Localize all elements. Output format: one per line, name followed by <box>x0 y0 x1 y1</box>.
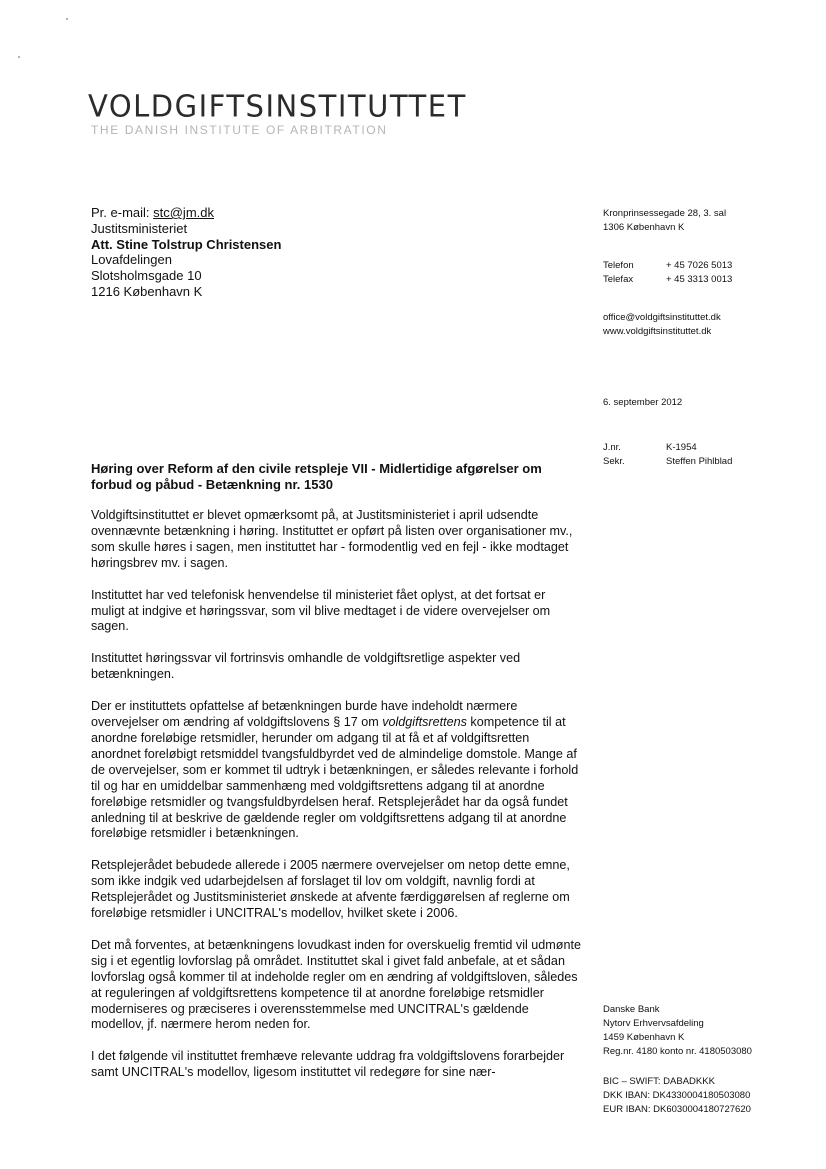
recipient-org: Justitsministeriet <box>91 220 188 236</box>
paragraph-6: Det må forventes, at betænkningens lovudkast inden for overskuelig fremtid vil udmønte sig i et egentlig lovforslag på området. Instituttet skal i givet fald anbefale, at et sådan lovforslag også kommer til at indeholde regler om en ændring af voldgiftsloven, således at reguleringen af voldgiftsrettens kompetence til at anordne foreløbige retsmidler moderniseres og præciseres i overensstemmelse med UNCITRAL's gældende modellov, jf. nærmere herom neden for. <box>91 937 582 1032</box>
sender-address <box>603 207 726 235</box>
paragraph-5: Retsplejerådet bebudede allerede i 2005 nærmere overvejelser om netop dette emne, som ikke indgik ved udarbejdelsen af forslaget til lov om voldgift, navnlig fordi at Retsplejerådet og Justitsministeriet ønskede at afvente færdiggørelsen af reglerne om foreløbige retsmidler i UNCITRAL's modellov, hvilket skete i 2006. <box>91 858 570 921</box>
letter-body <box>91 508 581 1097</box>
bank-iban-block <box>603 1075 751 1117</box>
recipient-address <box>91 205 281 300</box>
sekr-label: Sekr. <box>603 456 625 467</box>
sender-city: 1306 København K <box>603 222 685 233</box>
letter-date: 6. september 2012 <box>603 397 683 408</box>
recipient-email-link[interactable]: stc@jm.dk <box>153 205 214 220</box>
bank-eur-iban: EUR IBAN: DK6030004180727620 <box>603 1104 751 1115</box>
bank-dkk-iban: DKK IBAN: DK4330004180503080 <box>603 1090 751 1101</box>
bank-account: Reg.nr. 4180 konto nr. 4180503080 <box>603 1046 752 1057</box>
paragraph-4 <box>91 699 581 842</box>
paragraph-4-italic: voldgiftsrettens <box>382 715 467 730</box>
bank-bic: BIC – SWIFT: DABADKKK <box>603 1076 715 1087</box>
fax-row <box>603 273 732 287</box>
phone-row <box>603 259 732 273</box>
letterhead-title: VOLDGIFTSINSTITUTTET <box>88 88 467 124</box>
sender-email-link[interactable]: office@voldgiftsinstituttet.dk <box>603 312 721 323</box>
letter-subject: Høring over Reform af den civile retspleje VII - Midlertidige afgørelser om forbud og påbud - Betænkning nr. 1530 <box>91 461 542 492</box>
paragraph-1: Voldgiftsinstituttet er blevet opmærksomt på, at Justitsministeriet i april udsendte ovennævnte betænkning i høring. Instituttet er opført på listen over organisationer mv., som skulle høres i sagen, men instituttet har - formodentlig ved en fejl - ikke modtaget høringsbrev mv. i sagen. <box>91 508 573 570</box>
sender-online <box>603 311 721 339</box>
phone-label: Telefon <box>603 260 634 271</box>
email-prefix: Pr. e-mail: <box>91 205 154 220</box>
bank-city: 1459 København K <box>603 1032 685 1043</box>
paragraph-7: I det følgende vil instituttet fremhæve relevante uddrag fra voldgiftslovens forarbejder samt UNCITRAL's modellov, ligesom instituttet vil redegøre for sine nær- <box>91 1049 565 1080</box>
scan-speck <box>18 56 20 58</box>
recipient-city: 1216 København K <box>91 283 203 299</box>
sekr-row <box>603 455 732 469</box>
paragraph-2: Instituttet har ved telefonisk henvendelse til ministeriet fået oplyst, at det fortsat er muligt at indgive et høringssvar, som vil blive medtaget i de videre overvejelser om sagen. <box>91 587 551 634</box>
sekr-value: Steffen Pihlblad <box>666 456 733 467</box>
recipient-attention: Att. Stine Tolstrup Christensen <box>91 236 282 252</box>
jnr-row <box>603 441 732 455</box>
jnr-value: K-1954 <box>666 442 697 453</box>
bank-branch: Nytorv Erhvervsafdeling <box>603 1018 704 1029</box>
fax-value: + 45 3313 0013 <box>666 274 733 285</box>
scan-speck <box>66 18 68 20</box>
phone-value: + 45 7026 5013 <box>666 260 733 271</box>
paragraph-3: Instituttet høringssvar vil fortrinsvis omhandle de voldgiftsretlige aspekter ved betænkningen. <box>91 651 521 682</box>
recipient-department: Lovafdelingen <box>91 252 172 268</box>
paragraph-4-part-b: kompetence til at anordne foreløbige retsmidler, herunder om adgang til at få et af voldgiftsretten anordnet foreløbigt retsmiddel tvangsfuldbyrdet ved de almindelige domstole. Mange af de overvejelser, som er kommet til udtryk i betænkningen, er således relevante i forhold til og har en umiddelbar sammenhæng med voldgiftsrettens adgang til at anordne foreløbige retsmidler og tvangsfuldbyrdelsen heraf. Retsplejerådet har da også fundet anledning til at beskrive de gældende regler om voldgiftsrettens adgang til at anordne foreløbige retsmidler i betænkningen. <box>91 715 579 841</box>
recipient-email-line <box>91 205 281 221</box>
sender-web-link[interactable]: www.voldgiftsinstituttet.dk <box>603 326 712 337</box>
fax-label: Telefax <box>603 274 634 285</box>
jnr-label: J.nr. <box>603 442 621 453</box>
bank-details <box>603 1003 752 1059</box>
reference-block <box>603 441 732 469</box>
recipient-street: Slotsholmsgade 10 <box>91 268 202 284</box>
letterhead-subtitle: THE DANISH INSTITUTE OF ARBITRATION <box>91 123 388 137</box>
bank-name: Danske Bank <box>603 1004 660 1015</box>
paragraph-4-part-a: Der er instituttets opfattelse af betænkningen burde have indeholdt nærmere overvejelser om ændring af voldgiftslovens § 17 om <box>91 699 518 730</box>
sender-contact <box>603 259 732 287</box>
sender-street: Kronprinsessegade 28, 3. sal <box>603 208 727 219</box>
